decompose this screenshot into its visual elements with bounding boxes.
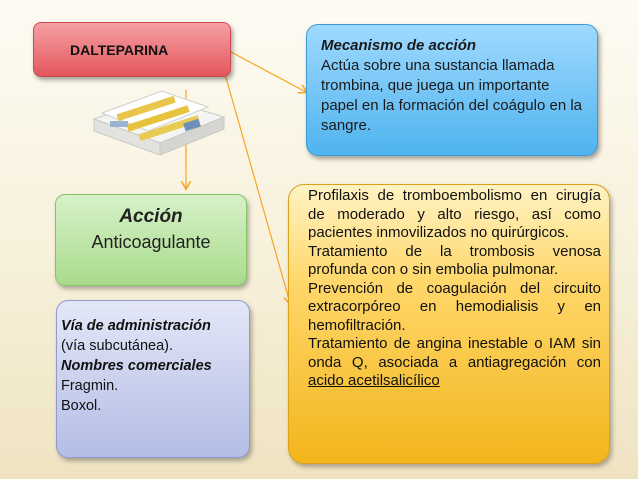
route-title: Vía de administración xyxy=(61,318,211,334)
brand-item: Fragmin. xyxy=(61,378,119,394)
indication-paragraph: Profilaxis de tromboembolismo en cirugía de moderado y alto riesgo, así como pacientes inmovilizados no quirúrgicos. xyxy=(308,187,601,241)
action-title: Acción xyxy=(119,206,183,227)
indication-paragraph-last xyxy=(308,335,601,391)
underlined-drug: acido acetilsalicílico xyxy=(308,372,440,389)
indication-text: Tratamiento de angina inestable o IAM sin onda Q, asociada a antiagregación con xyxy=(308,335,601,371)
mechanism-title: Mecanismo de acción xyxy=(321,37,477,54)
brand-item: Boxol. xyxy=(61,398,102,414)
mechanism-text: Actúa sobre una sustancia llamada trombina, que juega un importante papel en la formación del coágulo en la sangre. xyxy=(321,57,583,134)
indication-paragraph: Prevención de coagulación del circuito extracorpóreo en hemodialisis y en hemofiltración. xyxy=(308,279,601,334)
arrow-to-mechanism xyxy=(231,52,306,92)
indication-paragraph: Tratamiento de la trombosis venosa profunda con o sin embolia pulmonar. xyxy=(308,242,601,278)
drug-title-box xyxy=(33,22,231,77)
action-box xyxy=(55,194,247,286)
indications-box xyxy=(288,184,610,464)
action-value: Anticoagulante xyxy=(91,232,211,252)
brands-title: Nombres comerciales xyxy=(61,358,212,374)
mechanism-box xyxy=(306,24,598,156)
administration-box xyxy=(56,300,250,458)
product-image xyxy=(88,77,230,159)
route-value: (vía subcutánea). xyxy=(61,338,174,354)
drug-title: DALTEPARINA xyxy=(70,41,169,58)
